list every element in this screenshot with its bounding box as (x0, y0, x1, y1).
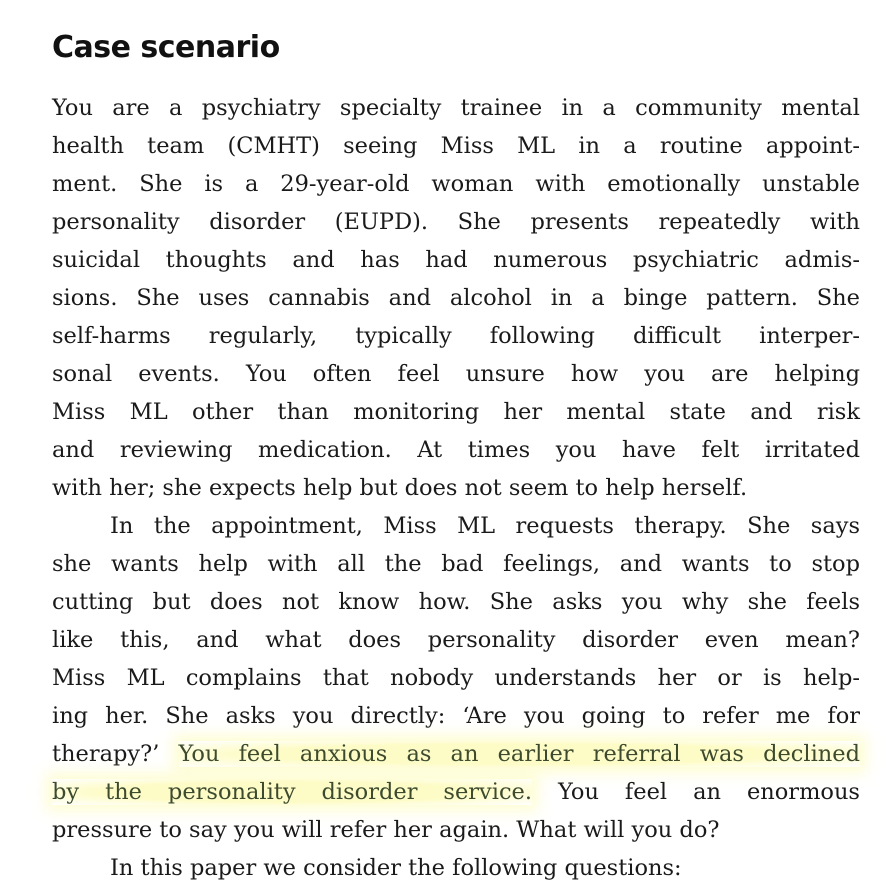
body-line: and reviewing medication. At times you have felt irritated (52, 437, 860, 463)
section-heading: Case scenario (52, 30, 280, 65)
body-line: cutting but does not know how. She asks you why she feels (52, 589, 860, 615)
body-line-highlight-end (52, 773, 860, 811)
body-line: self-harms regularly, typically following difficult interper- (52, 323, 860, 349)
body-line: health team (CMHT) seeing Miss ML in a routine appoint- (52, 133, 860, 159)
body-line: ment. She is a 29-year-old woman with emotionally unstable (52, 171, 860, 197)
body-line: she wants help with all the bad feelings, and wants to stop (52, 551, 860, 577)
body-line: sions. She uses cannabis and alcohol in a binge pattern. She (52, 285, 860, 311)
highlighted-passage: by the personality disorder service. (52, 779, 533, 805)
line-text: You feel an enormous (532, 779, 860, 805)
body-line: Miss ML complains that nobody understands her or is help- (52, 665, 860, 691)
body-line: like this, and what does personality disorder even mean? (52, 627, 860, 653)
body-line: In this paper we consider the following questions: (110, 855, 682, 881)
body-line: Miss ML other than monitoring her mental state and risk (52, 399, 860, 425)
body-line: pressure to say you will refer her again. What will you do? (52, 817, 720, 843)
body-line: sonal events. You often feel unsure how you are helping (52, 361, 860, 387)
body-line: suicidal thoughts and has had numerous psychiatric admis- (52, 247, 860, 273)
body-line: ing her. She asks you directly: ‘Are you going to refer me for (52, 703, 860, 729)
highlighted-passage: You feel anxious as an earlier referral was declined (178, 741, 861, 767)
body-line: personality disorder (EUPD). She presents repeatedly with (52, 209, 860, 235)
body-line: with her; she expects help but does not seem to help herself. (52, 475, 748, 501)
line-text: therapy?’ (52, 741, 179, 767)
body-line: In the appointment, Miss ML requests therapy. She says (110, 513, 860, 539)
body-line: You are a psychiatry specialty trainee in a community mental (52, 95, 860, 121)
body-line-highlight-start (52, 735, 860, 773)
